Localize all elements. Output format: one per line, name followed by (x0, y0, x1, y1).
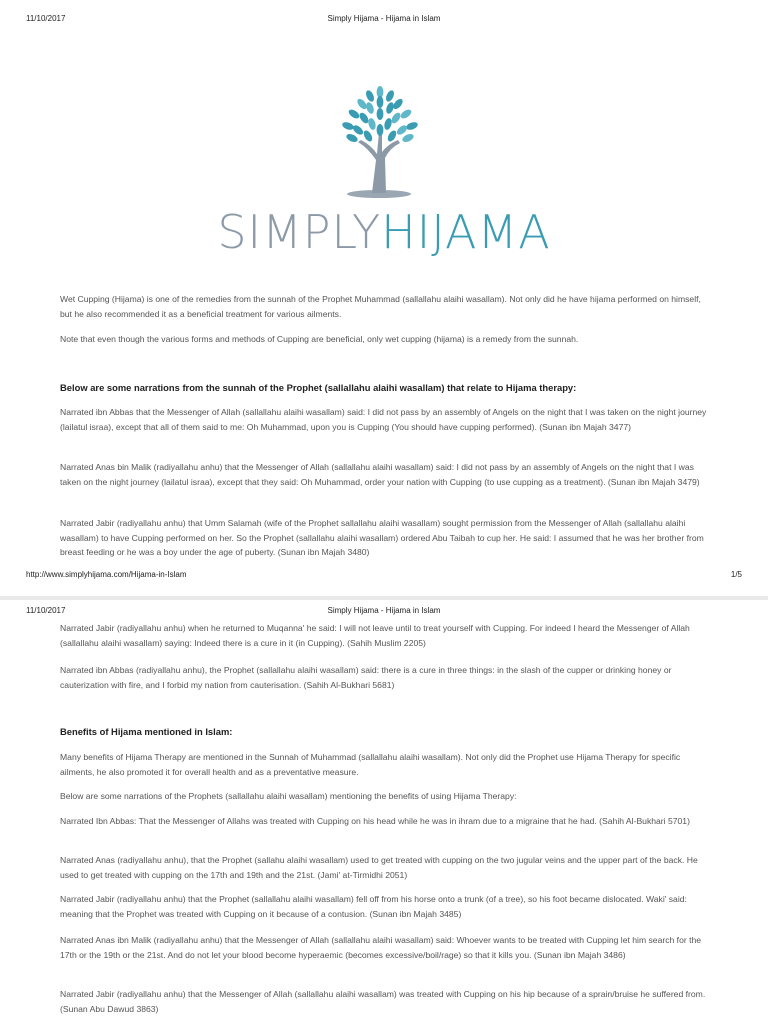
leaf-shape (384, 89, 395, 103)
leaf-shape (351, 124, 365, 137)
leaf-shape (377, 96, 384, 108)
header-title: Simply Hijama - Hijama in Islam (327, 14, 441, 23)
header-date-2: 11/10/2017 (26, 606, 66, 615)
narration-3: Narrated Jabir (radiyallahu anhu) that Umm Salamah (wife of the Prophet sallallahu alaihi wasallam) sought permission from the Messenger of Allah (sallallahu alaihi wasallam) to have Cupping performed on her. So the Prophet (sallallahu alaihi wasallam) ordered Abu Taibah to cup her. He said: I assumed that he was her brother from breast feeding or he was a boy under the age of puberty. (Sunan ibn Majah 3480) (60, 518, 704, 557)
footer-url[interactable]: http://www.simplyhijama.com/Hijama-in-Islam (26, 570, 187, 579)
benefits-paragraph-2: Below are some narrations of the Prophets (sallallahu alaihi wasallam) mentioning the benefits of using Hijama Therapy: (60, 791, 517, 801)
narration-4: Narrated Jabir (radiyallahu anhu) when he returned to Muqanna' he said: I will not leave until to treat yourself with Cupping. For indeed I heard the Messenger of Allah (sallallahu alaihi wasallam) saying: Indeed there is a cure in it (in Cupping). (Sahih Muslim 2205) (60, 623, 690, 648)
leaf-shape (341, 121, 355, 131)
benefit-narration-4: Narrated Anas ibn Malik (radiyallahu anhu) that the Messenger of Allah (sallallahu alaihi wasallam) said: Whoever wants to be treated with Cupping let him search for the 17th or the 19th or the 21st. And do not let your blood become hyperaemic (becomes excessive/boil/rage) so that it kills you. (Sunan ibn Majah 3486) (60, 935, 702, 960)
header-date: 11/10/2017 (26, 14, 66, 23)
section-heading-benefits: Benefits of Hijama mentioned in Islam: (60, 726, 233, 737)
leaf-shape (367, 117, 377, 130)
leaf-shape (399, 108, 413, 120)
leaf-shape (377, 108, 384, 120)
document-page-2 (0, 600, 768, 1024)
brand-word-hijama: HIJAMA (381, 205, 551, 259)
narration-1: Narrated ibn Abbas that the Messenger of Allah (sallallahu alaihi wasallam) said: I did not pass by an assembly of Angels on the night that I was taken on the night journey (lailatul israa), except that all of them said to me: Oh Muhammad, upon you is Cupping (You should have cupping performed). (Sunan ibn Majah 3477) (60, 407, 707, 432)
benefit-narration-1: Narrated Ibn Abbas: That the Messenger of Allahs was treated with Cupping on his head while he was in ihram due to a migraine that he had. (Sahih Al-Bukhari 5701) (60, 816, 690, 826)
leaf-shape (347, 108, 361, 120)
intro-paragraph-1: Wet Cupping (Hijama) is one of the remedies from the sunnah of the Prophet Muhammad (sallallahu alaihi wasallam). Not only did he have hijama performed on himself, but he also recommended it as a beneficial treatment for various ailments. (60, 294, 701, 319)
benefits-paragraph-1: Many benefits of Hijama Therapy are mentioned in the Sunnah of Muhammad (sallallahu alaihi wasallam). Not only did the Prophet use Hijama Therapy for specific ailments, he also promoted it for overall health and as a preventative measure. (60, 752, 681, 777)
leaf-shape (362, 129, 374, 143)
brand-wordmark (0, 205, 768, 259)
leaf-shape (405, 121, 419, 131)
header-title-2: Simply Hijama - Hijama in Islam (327, 606, 441, 615)
benefit-narration-5: Narrated Jabir (radiyallahu anhu) that the Messenger of Allah (sallallahu alaihi wasallam) was treated with Cupping on his hip because of a sprain/bruise he suffered from. (Sunan Abu Dawud 3863) (60, 989, 706, 1014)
leaf-shape (377, 124, 384, 136)
leaf-shape (390, 111, 402, 125)
narration-5: Narrated ibn Abbas (radiyallahu anhu), the Prophet (sallallahu alaihi wasallam) said: there is a cure in three things: in the slash of the cupper or drinking honey or cauterization with fire, and I forbid my nation from cauterisation. (Sahih Al-Bukhari 5681) (60, 665, 672, 690)
benefit-narration-2: Narrated Anas (radiyallahu anhu), that the Prophet (sallahu alaihi wasallam) used to get treated with cupping on the two jugular veins and the upper part of the back. He used to get treated with cupping on the 17th and 19th and the 21st. (Jami' at-Tirmidhi 2051) (60, 855, 698, 880)
narration-2: Narrated Anas bin Malik (radiyallahu anhu) that the Messenger of Allah (sallallahu alaihi wasallam) said: I did not pass by an assembly of Angels on the night that I was taken on the night journey (lailatul israa), except that they said: Oh Muhammad, order your nation with Cupping (to use cupping as a treatment). (Sunan ibn Majah 3479) (60, 462, 700, 487)
leaf-shape (395, 124, 409, 137)
leaf-shape (358, 111, 370, 125)
footer-page-number: 1/5 (730, 570, 742, 579)
intro-paragraph-2: Note that even though the various forms and methods of Cupping are beneficial, only wet cupping (hijama) is a remedy from the sunnah. (60, 334, 579, 344)
leaf-shape (345, 132, 359, 143)
leaf-shape (383, 117, 393, 130)
tree-logo-icon (324, 82, 444, 202)
leaf-shape (364, 89, 375, 103)
section-heading-narrations: Below are some narrations from the sunnah of the Prophet (sallallahu alaihi wasallam) that relate to Hijama therapy: (60, 382, 577, 393)
benefit-narration-3: Narrated Jabir (radiyallahu anhu) that the Prophet (sallallahu alaihi wasallam) fell off from his horse onto a trunk (of a tree), so his foot became dislocated. Waki' said: meaning that the Prophet was treated with Cupping on it because of a contusion. (Sunan ibn Majah 3485) (60, 894, 687, 919)
brand-word-simply: SIMPLY (217, 205, 382, 259)
leaf-shape (401, 132, 415, 143)
